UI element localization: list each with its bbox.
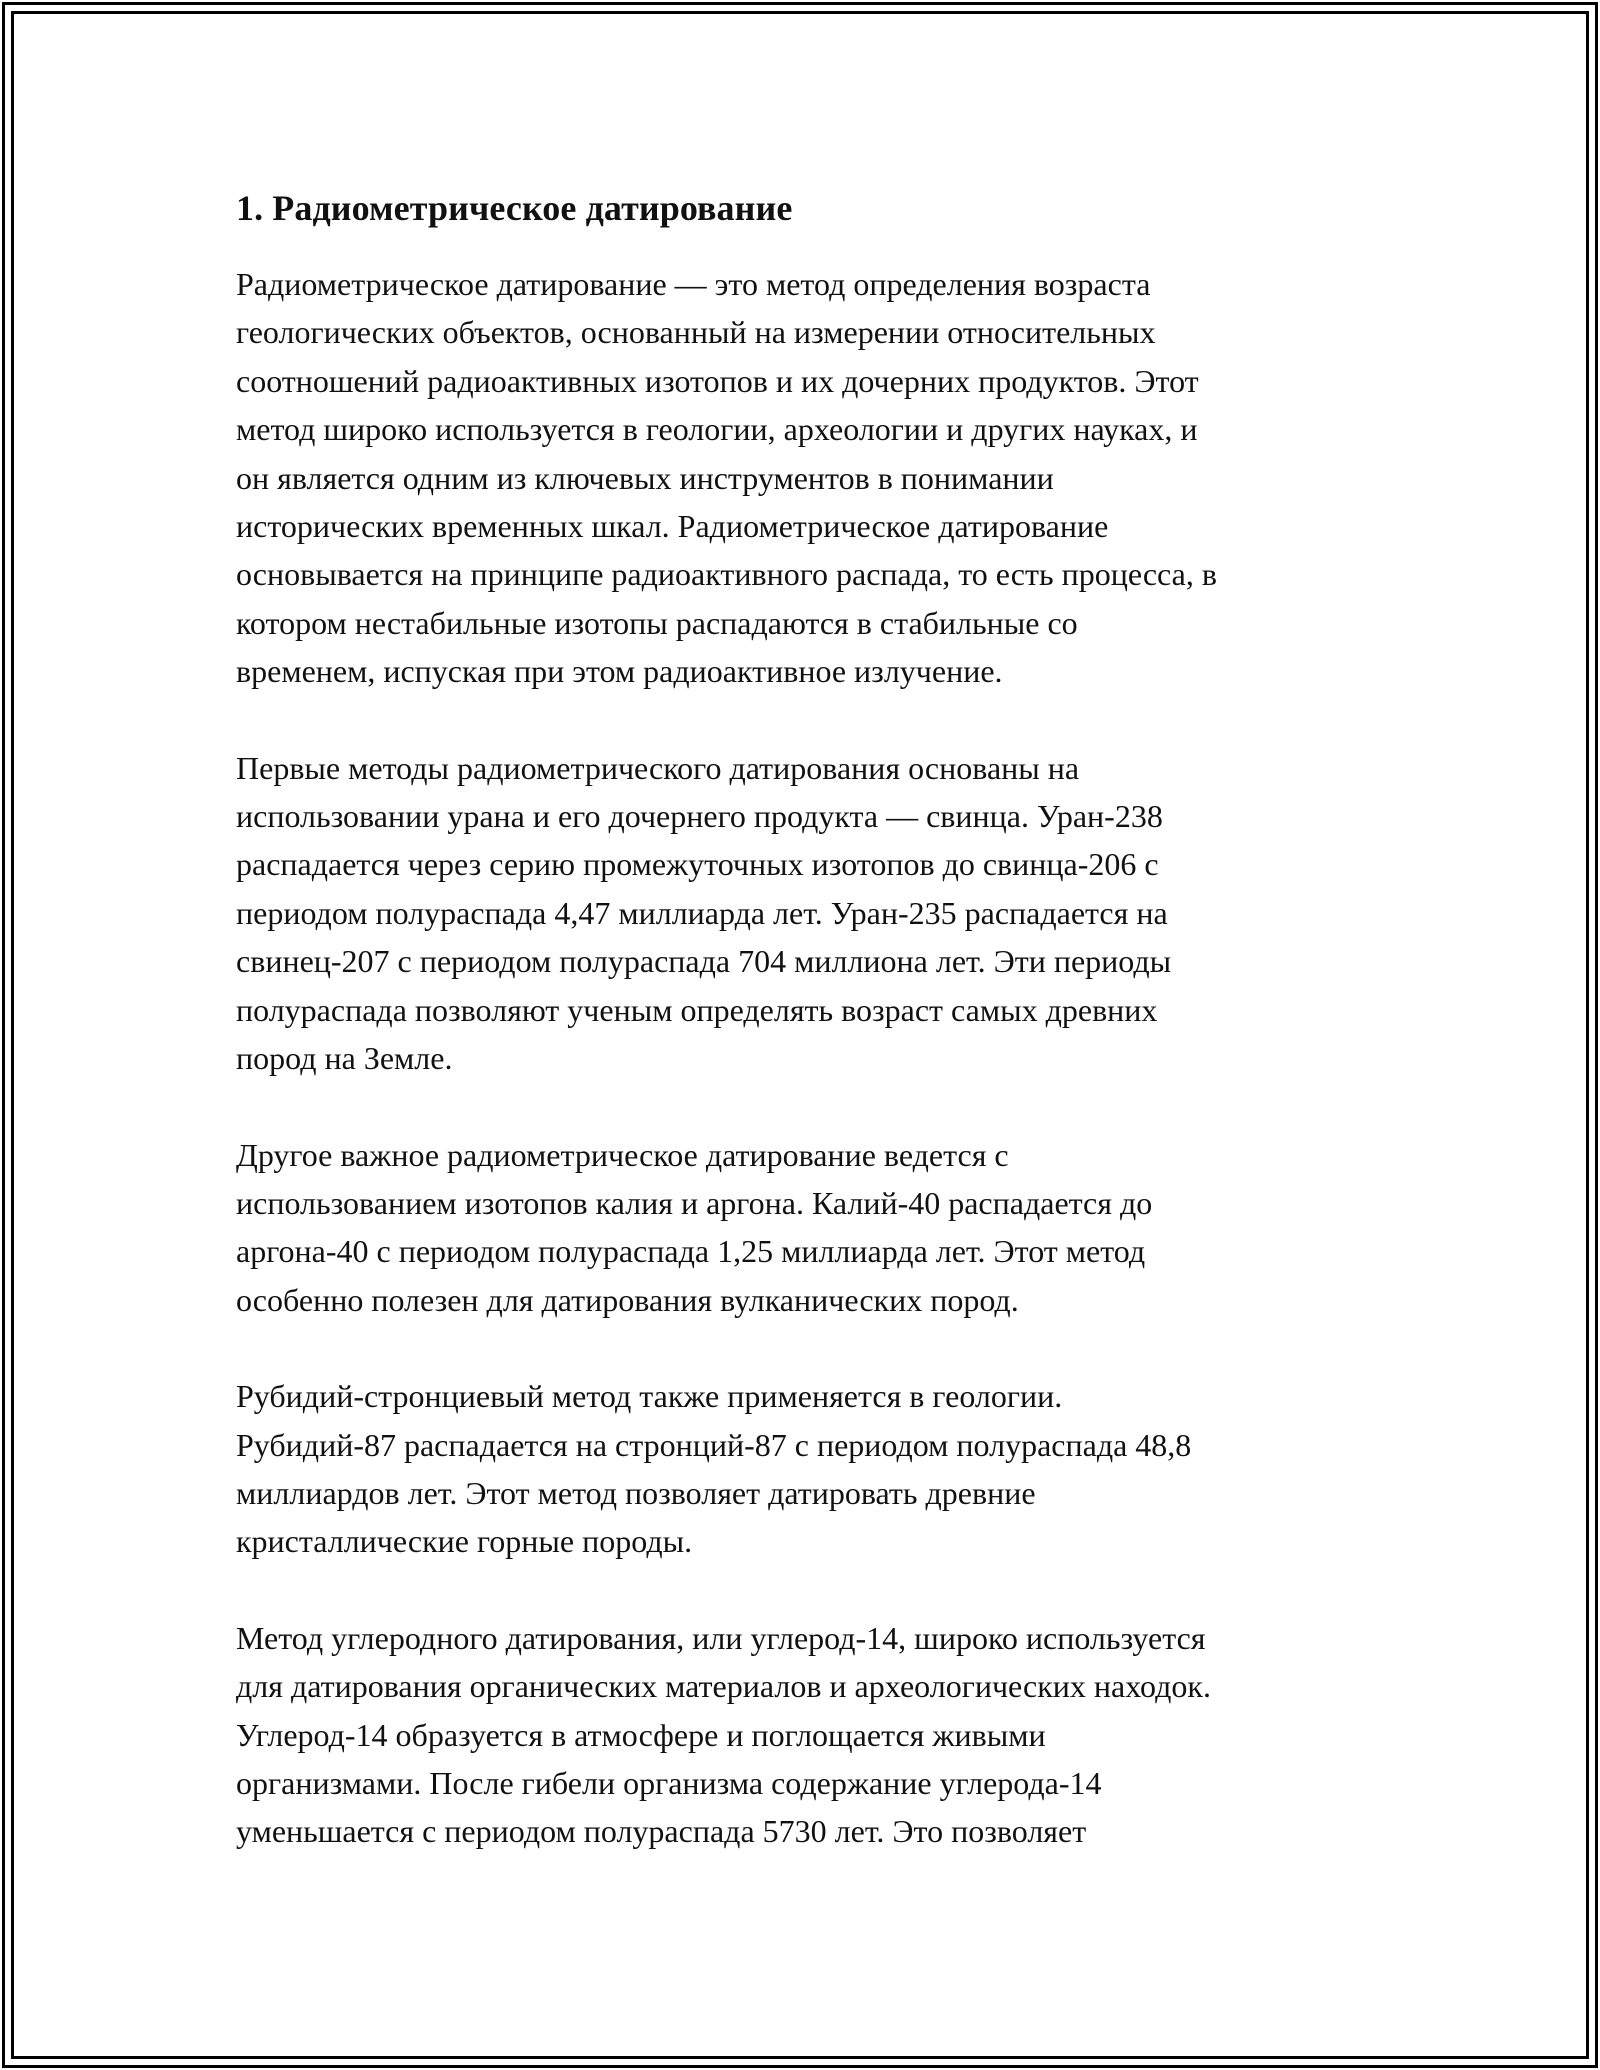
paragraph-uranium-lead: Первые методы радиометрического датирования основаны на использовании урана и его дочернего продукта — свинца. Уран-238 распадается через серию промежуточных изотопов до свинца-206 с периодом полураспада 4,47 миллиарда лет. Уран-235 распадается на свинец-207 с периодом полураспада 704 миллиона лет. Эти периоды полураспада позволяют ученым определять возраст самых древних пород на Земле. bbox=[236, 749, 1172, 1077]
paragraph-intro: Радиометрическое датирование — это метод определения возраста геологических объектов, основанный на измерении относительных соотношений радиоактивных изотопов и их дочерних продуктов. Этот метод широко используется в геологии, археологии и других науках, и он является одним из ключевых инструментов в понимании исторических временных шкал. Радиометрическое датирование основывается на принципе радиоактивного распада, то есть процесса, в котором нестабильные изотопы распадаются в стабильные со временем, испуская при этом радиоактивное излучение. bbox=[236, 266, 1217, 690]
section-heading: 1. Радиометрическое датирование bbox=[236, 188, 793, 228]
paragraph-carbon-14: Метод углеродного датирования, или углерод-14, широко используется для датирования органических материалов и археологических находок. Углерод-14 образуется в атмосфере и поглощается живыми организмами. После гибели организма содержание углерода-14 уменьшается с периодом полураспада 5730 лет. Это позволяет bbox=[236, 1619, 1211, 1850]
paragraph-rubidium-strontium: Рубидий-стронциевый метод также применяется в геологии. Рубидий-87 распадается на стронций-87 с периодом полураспада 48,8 миллиардов лет. Этот метод позволяет датировать древние кристаллические горные породы. bbox=[236, 1378, 1192, 1560]
paragraph-potassium-argon: Другое важное радиометрическое датирование ведется с использованием изотопов калия и аргона. Калий-40 распадается до аргона-40 с периодом полураспада 1,25 миллиарда лет. Этот метод особенно полезен для датирования вулканических пород. bbox=[236, 1136, 1153, 1318]
document-page bbox=[236, 184, 1376, 1904]
